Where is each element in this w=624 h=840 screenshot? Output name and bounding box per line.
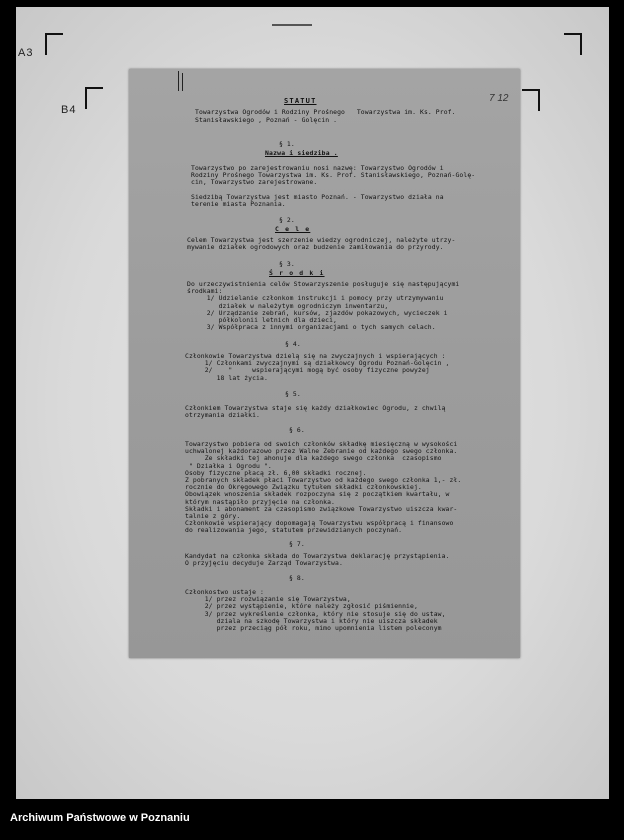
document-title: STATUT	[284, 97, 317, 105]
section-2-heading: C e l e	[275, 225, 311, 233]
frame-top-mark	[272, 24, 312, 26]
section-2-sign: § 2.	[279, 216, 295, 224]
section-4-text: Członkowie Towarzystwa dzielą się na zwyczajnych i wspierających : 1/ Członkami zwyczajnymi są działkowcy Ogrodu Poznań-Golęcin , 2/ " wspierającymi mogą być osoby fizyczne powyżej 18 lat życia.	[185, 352, 450, 382]
section-3-heading: Ś r o d k i	[269, 269, 325, 277]
corner-mark-top-left	[45, 33, 63, 55]
section-3-sign: § 3.	[279, 260, 295, 268]
document-subtitle-line-1: Towarzystwa Ogrodów i Rodziny Prośnego Towarzystwa im. Ks. Prof.	[195, 108, 456, 116]
frame-label-b4: B4	[61, 104, 77, 116]
section-4-sign: § 4.	[285, 340, 301, 348]
document-subtitle-line-2: Stanisławskiego , Poznań - Golęcin .	[195, 116, 338, 124]
section-1-heading: Nazwa i siedziba .	[265, 149, 338, 157]
scratch-mark	[182, 73, 183, 91]
section-5-sign: § 5.	[285, 390, 301, 398]
section-8-text: Członkostwo ustaje : 1/ przez rozwiązanie się Towarzystwa, 2/ przez wystąpienie, które należy zgłosić piśmiennie, 3/ przez wykreślenie członka, który nie stosuje się do ustaw, dziala na szkodę Towarzystwa i który nie uiszcza składek przez przeciąg pół roku, mimo upomnienia listem poleconym	[185, 588, 446, 633]
frame-label-a3: A3	[18, 47, 34, 59]
section-7-text: Kandydat na członka składa do Towarzystwa deklarację przystąpienia. O przyjęciu decyduje Zarząd Towarzystwa.	[185, 552, 450, 568]
corner-mark-b4-left	[85, 87, 103, 109]
section-3-text: Do urzeczywistnienia celów Stowarzyszenie posługuje się następującymi środkami: 1/ Udzielanie członkom instrukcji i pomocy przy utrzymywaniu działek w należytym ogrodniczym inwentarzu, 2/ Urządzanie zebrań, kursów, zjazdów pokazowych, wycieczek i półkolonii letnich dla dzieci, 3/ Współpraca z innymi organizacjami o tych samych celach.	[187, 280, 460, 332]
corner-mark-b4-right	[522, 89, 540, 111]
section-7-sign: § 7.	[289, 540, 305, 548]
section-5-text: Członkiem Towarzystwa staje się każdy działkowiec Ogrodu, z chwilą otrzymania działki.	[185, 404, 446, 420]
corner-mark-top-right	[564, 33, 582, 55]
section-2-text: Celem Towarzystwa jest szerzenie wiedzy ogrodniczej, należyte utrzy- mywanie działek ogrodowych oraz budzenie zamiłowania do przyrody.	[187, 236, 456, 252]
section-1-sign: § 1.	[279, 140, 295, 148]
section-6-sign: § 6.	[289, 426, 305, 434]
scratch-mark	[178, 71, 179, 91]
section-8-sign: § 8.	[289, 574, 305, 582]
section-1-text: Towarzystwo po zarejestrowaniu nosi nazwę: Towarzystwo Ogrodów i Rodziny Prośnego Towarzystwa im. Ks. Prof. Stanisławskiego, Poznań-Golę- cin, Towarzystwo zarejestrowane. Siedzibą Towarzystwa jest miasto Poznań. - Towarzystwo działa na terenie miasta Poznania.	[191, 164, 476, 209]
section-6-text: Towarzystwo pobiera od swoich członków składkę miesięczną w wysokości uchwalonej każdorazowo przez Walne Zebranie od każdego swego członka. Ze składki tej ahonuje dla każdego swego członka czasopismo " Działka i Ogrodu ". Osoby fizyczne płacą zł. 6,00 składki rocznej. Z pobranych składek płaci Towarzystwo od każdego swego członka 1,- zł. rocznie do Okręgowego Związku tytułem składki członkowskiej. Obowiązek wnoszenia składek rozpoczyna się z początkiem kwartału, w którym nastąpiło przyjęcie na członka. Składki i abonament za czasopismo związkowe Towarzystwo uiszcza kwar- talnie z góry. Członkowie wspierający dopomagają Towarzystwu współpracą i finansowo do realizowania jego, statutem przewidzianych poczynań.	[185, 440, 462, 535]
archive-footer: Archiwum Państwowe w Poznaniu	[10, 812, 190, 824]
document-sheet	[129, 69, 520, 658]
page-number: 7 12	[489, 93, 509, 104]
